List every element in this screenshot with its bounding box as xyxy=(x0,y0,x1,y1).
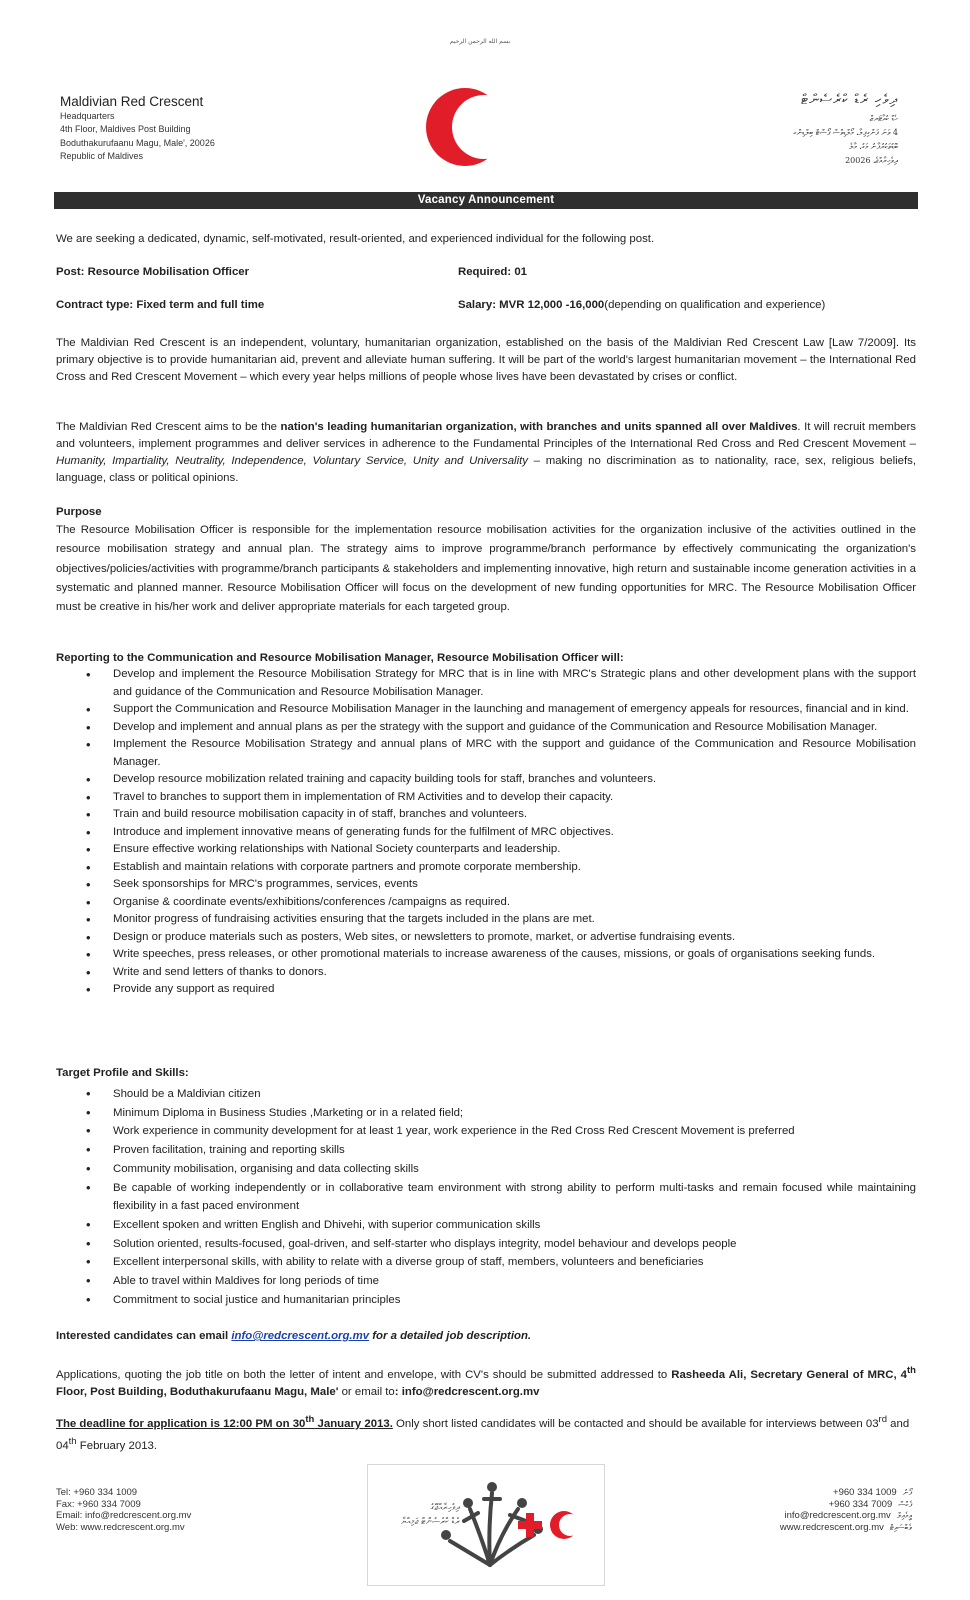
list-item: • Support the Communication and Resource Mobilisation Manager in the launching and management of emergency appeals for resources, financial and in kind. xyxy=(56,701,916,719)
ordinal-suffix: th xyxy=(68,1435,77,1447)
red-crescent-logo-icon xyxy=(420,82,510,172)
footer-dhivehi-label: ވެބްސައިޓް xyxy=(889,1522,912,1532)
list-item: • Excellent spoken and written English and Dhivehi, with superior communication skills xyxy=(56,1216,916,1235)
purpose-heading: Purpose xyxy=(56,506,102,518)
footer-value: +960 334 7009 xyxy=(828,1498,893,1510)
applications-email: : info@redcrescent.org.mv xyxy=(394,1385,540,1398)
footer-contact-right xyxy=(780,1487,912,1533)
about-text: . It will recruit members and volunteers, implement programmes and deliver services in adherence to the Fundamental Principles of the International Red Cross and Red Crescent Movement – xyxy=(56,421,916,450)
about-paragraph-2 xyxy=(56,419,916,487)
footer-dhivehi-label: ފޯނު xyxy=(902,1488,912,1497)
list-item: • Write and send letters of thanks to donors. xyxy=(56,964,916,982)
footer-email: Email: info@redcrescent.org.mv xyxy=(56,1510,192,1522)
footer-web: Web: www.redcrescent.org.mv xyxy=(56,1521,185,1533)
list-item: • Minimum Diploma in Business Studies ,Marketing or in a related field; xyxy=(56,1104,916,1123)
ordinal-suffix: rd xyxy=(878,1414,887,1425)
interview-text: February 2013. xyxy=(76,1439,158,1452)
footer-web xyxy=(780,1522,912,1534)
list-item: • Develop and implement and annual plans as per the strategy with the support and guidance of the Communication and Resource Mobilisation Manager. xyxy=(56,719,916,737)
duties-list xyxy=(56,666,916,999)
list-item: • Organise & coordinate events/exhibitions/conferences /campaigns as required. xyxy=(56,894,916,912)
footer-value: +960 334 1009 xyxy=(833,1487,897,1498)
contract-type: Contract type: Fixed term and full time xyxy=(56,299,265,311)
address-line: 4th Floor, Maldives Post Building xyxy=(60,124,191,135)
list-item: • Work experience in community development for at least 1 year, work experience in the Red Cross Red Crescent Movement is preferred xyxy=(56,1122,916,1141)
list-item: • Seek sponsorships for MRC's programmes, services, events xyxy=(56,876,916,894)
salary-note: (depending on qualification and experience) xyxy=(604,299,826,311)
applications-text: or email to xyxy=(338,1385,395,1398)
address-line: Headquarters xyxy=(60,111,115,122)
list-item: • Travel to branches to support them in implementation of RM Activities and to develop their capacity. xyxy=(56,789,916,807)
deadline-paragraph xyxy=(56,1411,916,1455)
dhivehi-address-line: ބޮޑުތަކުރުފާނު މަގު، މާލެ xyxy=(848,142,898,151)
list-item: • Monitor progress of fundraising activities ensuring that the targets included in the plans are met. xyxy=(56,911,916,929)
list-item: • Write speeches, press releases, or other promotional materials to increase awareness of the causes, missions, or goals of organisations seeking funds. xyxy=(56,946,916,964)
post-title: Post: Resource Mobilisation Officer xyxy=(56,266,250,278)
interested-text: for a detailed job description. xyxy=(369,1330,532,1342)
footer-dhivehi-label: އީމެއިލް xyxy=(896,1511,912,1521)
about-paragraph-1: The Maldivian Red Crescent is an independent, voluntary, humanitarian organization, established on the basis of the Maldivian Red Crescent Law [Law 7/2009]. Its primary objective is to provide humanitarian aid, prevent and alleviate human suffering. It will be part of the world's largest humanitarian movement – the International Red Cross and Red Crescent Movement – which every year helps millions of people whose lives have been devastated by crises or conflict. xyxy=(56,337,916,383)
interview-text: and 04 xyxy=(56,1417,910,1452)
intro-text: We are seeking a dedicated, dynamic, self-motivated, result-oriented, and experienced individual for the following post. xyxy=(56,233,655,245)
list-item: • Develop resource mobilization related training and capacity building tools for staff, branches and volunteers. xyxy=(56,771,916,789)
footer-logo xyxy=(367,1464,605,1586)
footer-contact-left xyxy=(56,1487,191,1533)
duties-heading: Reporting to the Communication and Resource Mobilisation Manager, Resource Mobilisation Officer will: xyxy=(56,652,624,664)
deadline xyxy=(56,1414,393,1430)
footer-tel: Tel: +960 334 1009 xyxy=(56,1487,138,1498)
bismillah-calligraphy: بسم الله الرحمن الرحيم xyxy=(449,38,511,45)
list-item: • Be capable of working independently or in collaborative team environment with strong ability to perform multi-tasks and remain focused while maintaining flexibility in a fast paced environment xyxy=(56,1179,916,1216)
address-line: Republic of Maldives xyxy=(60,150,144,161)
interested-line xyxy=(56,1328,531,1345)
org-name: Maldivian Red Crescent xyxy=(60,94,204,109)
footer-value: www.redcrescent.org.mv xyxy=(779,1521,884,1533)
salary-range: Salary: MVR 12,000 -16,000 xyxy=(458,299,605,311)
list-item: • Solution oriented, results-focused, goal-driven, and self-starter who displays integrity, model behaviour and develops people xyxy=(56,1235,916,1254)
footer-dhivehi-label: ފެކްސް xyxy=(898,1499,912,1509)
salary xyxy=(458,297,825,314)
about-bold-text: nation's leading humanitarian organization, with branches and units spanned all over Maldives xyxy=(280,421,798,433)
post-row xyxy=(56,264,916,281)
skills-heading: Target Profile and Skills: xyxy=(56,1067,189,1079)
logo-script-line: ރެޑް ކްރެސެންޓް ޖަމިއްޔާ xyxy=(401,1517,460,1527)
footer-tel xyxy=(780,1487,912,1499)
dhivehi-address-line: ދިވެހިރާއްޖެ، 20026 xyxy=(845,156,898,165)
address: Floor, Post Building, Boduthakurufaanu Magu, Male' xyxy=(56,1385,339,1398)
red-crescent-small-icon xyxy=(548,1509,578,1541)
footer-email xyxy=(780,1510,912,1522)
address-line: Boduthakurufaanu Magu, Male', 20026 xyxy=(60,137,215,148)
deadline-text: January 2013. xyxy=(314,1417,393,1430)
email-link[interactable]: info@redcrescent.org.mv xyxy=(231,1330,370,1342)
applications-text: Applications, quoting the job title on both the letter of intent and envelope, with CV's should be submitted addressed to xyxy=(56,1368,672,1381)
dhivehi-org-name: ދިވެހި ރެޑް ކްރެސެންޓް xyxy=(801,92,898,108)
list-item: • Community mobilisation, organising and data collecting skills xyxy=(56,1160,916,1179)
addressee: Rasheeda Ali, Secretary General of MRC, 4 xyxy=(671,1368,908,1381)
list-item: • Commitment to social justice and humanitarian principles xyxy=(56,1291,916,1310)
about-text: – making no discrimination as to nationality, race, sex, religious beliefs, language, class or political opinions. xyxy=(56,455,916,484)
footer-fax xyxy=(780,1499,912,1511)
footer-fax: Fax: +960 334 7009 xyxy=(56,1498,141,1510)
interested-text: Interested candidates can email xyxy=(56,1330,232,1342)
list-item: • Develop and implement the Resource Mobilisation Strategy for MRC that is in line with MRC's Strategic plans and other development plans with the support and guidance of the Communication and Resource Mobilisation Manager. xyxy=(56,666,916,701)
list-item: • Design or produce materials such as posters, Web sites, or newsletters to promote, market, or advertise fundraising events. xyxy=(56,929,916,947)
applications-paragraph xyxy=(56,1362,916,1401)
contract-row xyxy=(56,297,916,314)
list-item: • Train and build resource mobilisation capacity in of staff, branches and volunteers. xyxy=(56,806,916,824)
required-count: Required: 01 xyxy=(458,266,527,278)
logo-script-line: ދިވެހިރާއްޖޭގެ xyxy=(430,1503,460,1513)
dhivehi-address-block xyxy=(718,92,898,168)
red-cross-icon xyxy=(516,1511,544,1539)
footer-value: info@redcrescent.org.mv xyxy=(784,1510,891,1522)
org-address-block xyxy=(60,95,215,163)
purpose-text: The Resource Mobilisation Officer is responsible for the implementation resource mobilisation activities for the organization inclusive of the activities outlined in the resource mobilisation strategy and annual plan. The strategy aims to improve programme/branch performance by effectively communicating the organization's objectives/policies/activities with programme/branch participants & stakeholders and implementing innovative, high return and sustainable income generation activities in a systematic and planned manner. Resource Mobilisation Officer will focus on the development of new funding opportunities for MRC. The Resource Mobilisation Officer must be creative in his/her work and deliver appropriate materials for each targeted group. xyxy=(56,524,916,614)
ordinal-suffix: th xyxy=(907,1365,916,1376)
about-text: The Maldivian Red Crescent aims to be the xyxy=(56,421,281,433)
list-item: • Provide any support as required xyxy=(56,981,916,999)
skills-list xyxy=(56,1085,916,1309)
list-item: • Able to travel within Maldives for long periods of time xyxy=(56,1272,916,1291)
fundamental-principles: Humanity, Impartiality, Neutrality, Independence, Voluntary Service, Unity and Universality xyxy=(56,455,528,467)
list-item: • Ensure effective working relationships with National Society counterparts and leadership. xyxy=(56,841,916,859)
list-item: • Establish and maintain relations with corporate partners and promote corporate membership. xyxy=(56,859,916,877)
dhivehi-address-line: ހެޑް ކުއާޓަރޒް xyxy=(869,114,898,123)
list-item: • Proven facilitation, training and reporting skills xyxy=(56,1141,916,1160)
list-item: • Introduce and implement innovative means of generating funds for the fulfilment of MRC objectives. xyxy=(56,824,916,842)
list-item: • Excellent interpersonal skills, with ability to relate with a diverse group of staff, members, volunteers and beneficiaries xyxy=(56,1253,916,1272)
deadline-text: The deadline for application is 12:00 PM on 30 xyxy=(56,1417,306,1430)
ordinal-suffix: th xyxy=(305,1414,315,1425)
list-item: • Implement the Resource Mobilisation Strategy and annual plans of MRC with the support and guidance of the Communication and Resource Mobilisation Manager. xyxy=(56,736,916,771)
dhivehi-address-line: 4 ވަނަ ފަންގިފިލާ، މޯލްޑިވްސް ޕޯސްޓް ބިލްޑިންގ xyxy=(792,128,898,137)
list-item: • Should be a Maldivian citizen xyxy=(56,1085,916,1104)
interview-text: Only short listed candidates will be contacted and should be available for interviews between 03 xyxy=(392,1417,879,1430)
vacancy-banner: Vacancy Announcement xyxy=(54,192,918,209)
